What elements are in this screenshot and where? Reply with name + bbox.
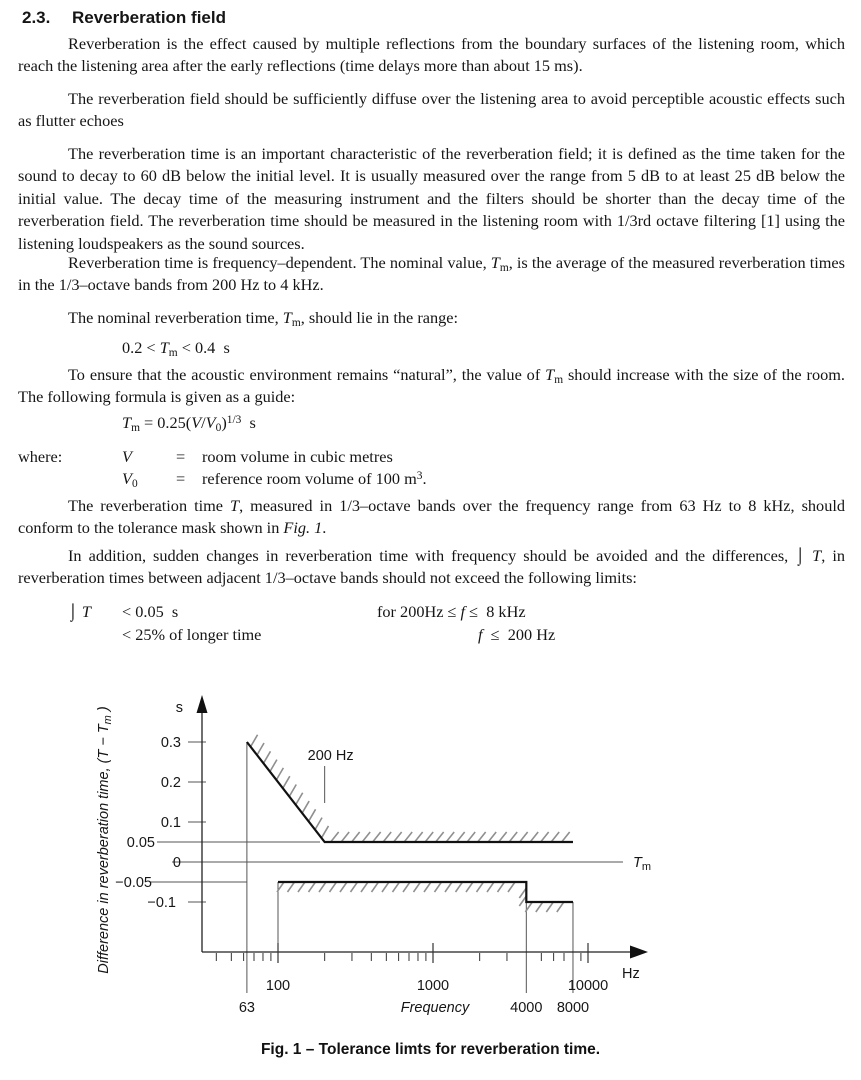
figure-caption: Fig. 1 – Tolerance limts for reverberation time. xyxy=(260,1041,601,1058)
definition-v: room volume in cubic metres xyxy=(202,447,393,466)
tolerance-mask-chart xyxy=(0,690,861,1025)
paragraph-1: Reverberation is the effect caused by multiple reflections from the boundary surfaces of the listening room, which reach the listening area after the early reflections (time delays more than about 15 ms). xyxy=(18,34,845,76)
paragraph-3: The reverberation time is an important characteristic of the reverberation field; it is defined as the time taken for the sound to decay to 60 dB below the initial level. It is usually measured over the range from 5 dB to at least 25 dB below the initial value. The decay time of the measuring instrument and the filters should be shorter than the decay time of the reverberation field. The reverberation time should be measured in the listening room with 1/3rd octave filtering [1] using the listening loudspeakers as the sound sources. xyxy=(18,144,845,253)
paragraph-6: To ensure that the acoustic environment remains “natural”, the value of $T_m$ should increase with the size of the room. The following formula is given as a guide: xyxy=(18,365,845,407)
svg-text:Hz: Hz xyxy=(622,966,640,982)
symbol-v0: $V_0$ xyxy=(122,469,138,491)
paragraph-7: The reverberation time T, measured in 1/3–octave bands over the frequency range from 63 Hz to 8 kHz, should conform to the tolerance mask shown in Fig. 1. xyxy=(18,496,845,538)
svg-text:4000: 4000 xyxy=(510,1000,543,1016)
figure-1 xyxy=(0,690,861,1061)
svg-text:100: 100 xyxy=(265,978,291,994)
paragraph-5: The nominal reverberation time, $T_m$, should lie in the range: xyxy=(68,308,459,329)
svg-text:1000: 1000 xyxy=(416,978,450,994)
limit-row-1 xyxy=(68,601,845,624)
section-number: 2.3. xyxy=(22,8,51,27)
symbol-v: V xyxy=(122,447,132,466)
svg-text:s: s xyxy=(175,700,183,716)
definition-v0: reference room volume of 100 $m^3$. xyxy=(202,469,427,489)
limits-block xyxy=(18,601,845,647)
svg-text:0.2: 0.2 xyxy=(160,775,181,791)
svg-text:63: 63 xyxy=(238,1000,255,1016)
limit-value-2: < 25% of longer time xyxy=(122,625,262,644)
svg-text:8000: 8000 xyxy=(556,1000,590,1016)
svg-text:Difference in reverberation ti: Difference in reverberation time, ($T - T_m$ ) xyxy=(96,706,114,974)
where-label: where: xyxy=(18,447,63,466)
svg-text:−0.05: −0.05 xyxy=(115,875,152,891)
limit-value-1: < 0.05 s xyxy=(122,602,179,621)
svg-text:0.05: 0.05 xyxy=(126,835,155,851)
limit-condition-2: f ≤ 200 Hz xyxy=(478,625,556,644)
equals-sign: = xyxy=(176,469,186,489)
svg-text:Tm: $T_m$ xyxy=(633,855,652,873)
svg-text:Frequency: Frequency xyxy=(400,1000,470,1016)
paragraph-8: In addition, sudden changes in reverberation time with frequency should be avoided and the differences, ⌡ T, in reverberation times between adjacent 1/3–octave bands should not exceed the following limits: xyxy=(18,546,845,588)
section-title: Reverberation field xyxy=(72,8,226,27)
svg-text:0.3: 0.3 xyxy=(160,735,181,751)
equation-formula: $T_m = 0.25(V/V_0)^{1/3}$ s xyxy=(122,413,256,434)
where-row-v xyxy=(122,446,845,468)
svg-text:0: 0 xyxy=(172,855,181,871)
limit-condition-1: for 200Hz ≤ f ≤ 8 kHz xyxy=(377,602,526,621)
where-row-v0 xyxy=(122,468,845,490)
delta-t-symbol: ⌡ T xyxy=(68,602,91,621)
paragraph-4: Reverberation time is frequency–dependent. The nominal value, $T_m$, is the average of the measured reverberation times in the 1/3–octave bands from 200 Hz to 4 kHz. xyxy=(18,253,845,295)
equals-sign: = xyxy=(176,447,186,466)
equation-range: $0.2 < T_m < 0.4$ s xyxy=(122,338,230,359)
where-block xyxy=(18,446,845,491)
paragraph-2: The reverberation field should be sufficiently diffuse over the listening area to avoid perceptible acoustic effects such as flutter echoes xyxy=(18,89,845,131)
svg-text:−0.1: −0.1 xyxy=(147,895,176,911)
svg-text:200 Hz: 200 Hz xyxy=(307,748,354,764)
section-heading xyxy=(22,7,849,29)
limit-row-2 xyxy=(122,624,845,647)
svg-text:10000: 10000 xyxy=(567,978,609,994)
svg-text:0.1: 0.1 xyxy=(160,815,181,831)
